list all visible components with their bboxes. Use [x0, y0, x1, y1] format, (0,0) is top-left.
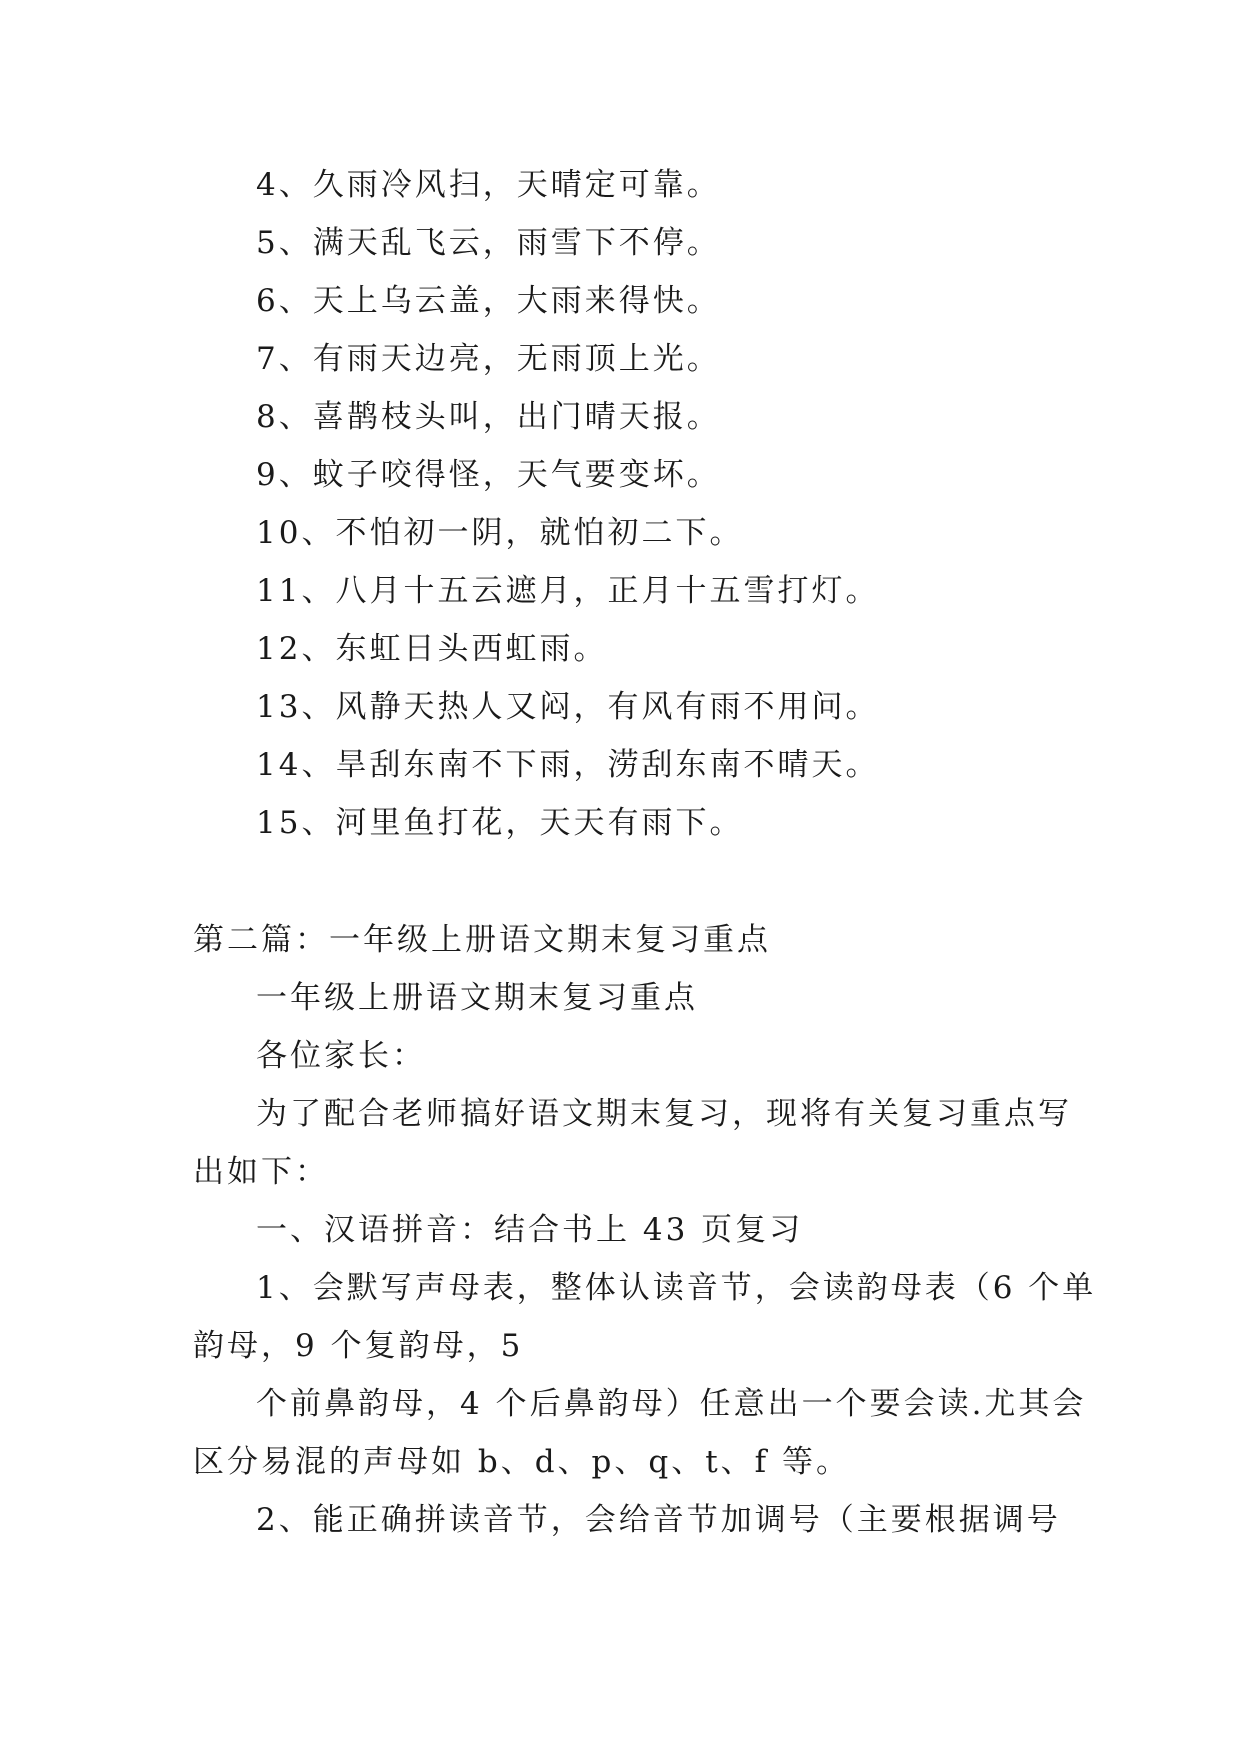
greeting: 各位家长：: [256, 1038, 426, 1074]
list-item: 9、蚊子咬得怪，天气要变坏。: [256, 457, 721, 493]
list-item: 10、不怕初一阴，就怕初二下。: [256, 515, 744, 551]
list-item: 4、久雨冷风扫，天晴定可靠。: [256, 167, 721, 203]
list-item: 15、河里鱼打花，天天有雨下。: [256, 805, 744, 841]
list-item: 8、喜鹊枝头叫，出门晴天报。: [256, 399, 721, 435]
list-item: 14、旱刮东南不下雨，涝刮东南不晴天。: [256, 747, 880, 783]
list-item: 6、天上乌云盖，大雨来得快。: [256, 283, 721, 319]
intro-paragraph-line: 为了配合老师搞好语文期末复习，现将有关复习重点写: [256, 1096, 1072, 1132]
item-1-line: 韵母，9 个复韵母，5: [193, 1328, 524, 1364]
item-2-line: 2、能正确拼读音节，会给音节加调号（主要根据调号: [256, 1502, 1061, 1538]
list-item: 13、风静天热人又闷，有风有雨不用问。: [256, 689, 880, 725]
item-1-line: 个前鼻韵母，4 个后鼻韵母）任意出一个要会读.尤其会: [256, 1386, 1087, 1422]
list-item: 11、八月十五云遮月，正月十五雪打灯。: [256, 573, 880, 609]
pinyin-heading: 一、汉语拼音：结合书上 43 页复习: [256, 1212, 804, 1248]
section-two: [193, 911, 1097, 1549]
section-heading: 第二篇：一年级上册语文期末复习重点: [193, 922, 771, 958]
section-subtitle: 一年级上册语文期末复习重点: [256, 980, 698, 1016]
intro-paragraph-line: 出如下：: [193, 1154, 329, 1190]
weather-sayings-list: [193, 156, 1053, 852]
item-1-line: 1、会默写声母表，整体认读音节，会读韵母表（6 个单: [256, 1270, 1097, 1306]
item-1-line: 区分易混的声母如 b、d、p、q、t、f 等。: [193, 1444, 851, 1480]
list-item: 7、有雨天边亮，无雨顶上光。: [256, 341, 721, 377]
list-item: 5、满天乱飞云，雨雪下不停。: [256, 225, 721, 261]
list-item: 12、东虹日头西虹雨。: [256, 631, 608, 667]
